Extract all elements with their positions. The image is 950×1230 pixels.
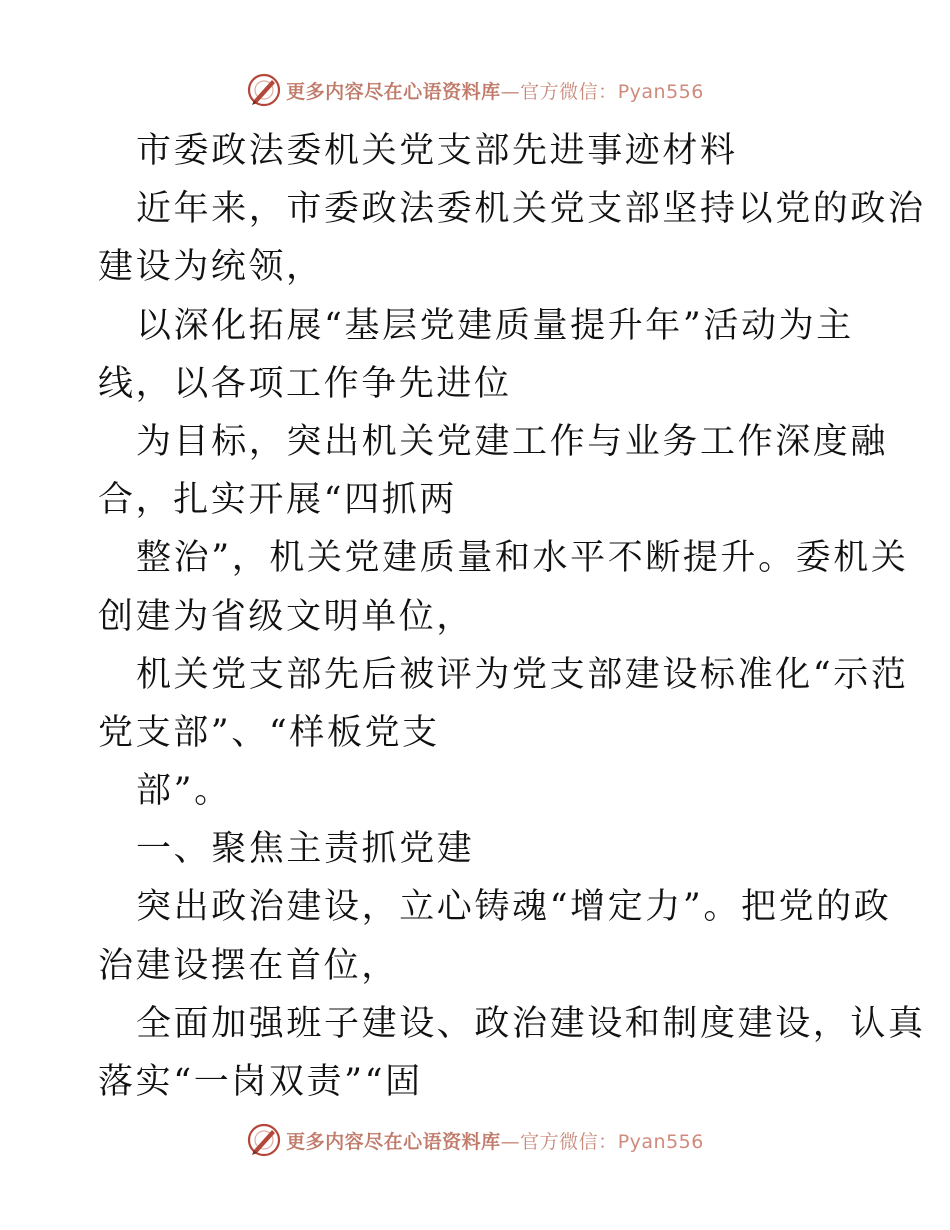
watermark-text: [286, 1127, 704, 1154]
text-line: 创建为省级文明单位，: [98, 596, 475, 637]
text-line: 机关党支部先后被评为党支部建设标准化“示范: [136, 654, 909, 695]
brush-logo-icon: [246, 72, 282, 108]
text-line: 一、聚焦主责抓党建: [136, 829, 475, 870]
text-line: 治建设摆在首位，: [98, 945, 399, 986]
watermark-label: 官方微信：: [520, 80, 618, 103]
text-line: 党支部”、“样板党支: [98, 712, 440, 753]
text-line: 落实“一岗双责”“固: [98, 1062, 423, 1102]
watermark-separator: —: [500, 80, 521, 103]
text-line: 整治”，机关党建质量和水平不断提升。委机关: [136, 538, 909, 579]
watermark-main-text: 更多内容尽在心语资料库: [286, 1130, 501, 1153]
text-line: 突出政治建设，立心铸魂“增定力”。把党的政: [136, 887, 892, 928]
text-line: 部”。: [136, 771, 232, 812]
watermark-separator: —: [500, 1130, 521, 1153]
text-line: 以深化拓展“基层党建质量提升年”活动为主: [136, 305, 854, 346]
watermark-text: [286, 77, 704, 104]
text-line: 全面加强班子建设、政治建设和制度建设，认真: [136, 1003, 926, 1044]
text-line: 市委政法委机关党支部先进事迹材料: [136, 131, 738, 171]
text-line: 线，以各项工作争先进位: [98, 363, 512, 404]
text-line: 近年来，市委政法委机关党支部坚持以党的政治: [136, 189, 926, 230]
document-body: [98, 122, 926, 1111]
watermark-header: [0, 70, 950, 110]
text-line: 建设为统领，: [98, 247, 324, 288]
watermark-footer: [0, 1120, 950, 1160]
watermark-main-text: 更多内容尽在心语资料库: [286, 80, 501, 103]
brush-logo-icon: [246, 1122, 282, 1158]
watermark-label: 官方微信：: [520, 1130, 618, 1153]
text-line: 合，扎实开展“四抓两: [98, 480, 457, 521]
text-line: 为目标，突出机关党建工作与业务工作深度融: [136, 421, 889, 462]
watermark-handle: Pyan556: [617, 80, 704, 103]
watermark-handle: Pyan556: [617, 1130, 704, 1153]
